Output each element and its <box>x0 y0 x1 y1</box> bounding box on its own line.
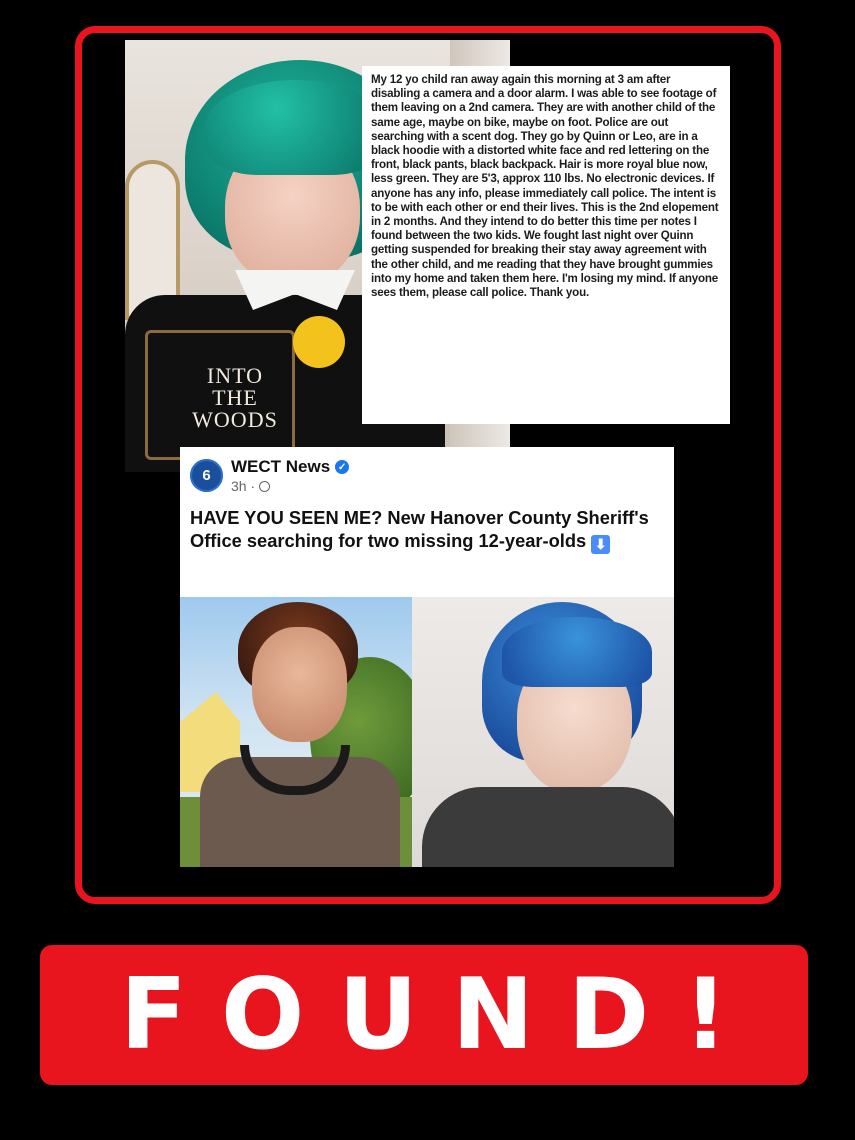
missing-child-photo-right <box>412 597 674 867</box>
post-time[interactable]: 3h · <box>231 478 256 494</box>
news-source-name[interactable]: WECT News <box>231 457 331 476</box>
missing-child-photo-left <box>180 597 412 867</box>
globe-icon <box>259 481 270 492</box>
down-arrow-emoji-icon: ⬇ <box>591 535 610 554</box>
found-banner <box>40 945 808 1085</box>
shirt-print-text: INTO THE WOODS <box>192 363 278 432</box>
wect-logo-icon[interactable]: 6 <box>190 459 223 492</box>
news-headline: HAVE YOU SEEN ME? New Hanover County Sheriff's Office searching for two missing 12-year-olds ⬇ <box>190 507 649 552</box>
verified-badge-icon: ✓ <box>335 460 349 474</box>
parent-post-card <box>362 66 730 424</box>
post-text: My 12 yo child ran away again this morning at 3 am after disabling a camera and a door alarm. I was able to see footage of them leaving on a 2nd camera. They are with another child of the same age, maybe on bike, maybe on foot. Police are out searching with a scent dog. They go by Quinn or Leo, are in a black hoodie with a distorted white face and red lettering on the front, black pants, black backpack. Hair is more royal blue now, less green. They are 5'3, approx 110 lbs. No electronic devices. If anyone has any info, please immediately call police. The intent is to be with each other or end their lives. This is the 2nd elopement in 2 months. And they intend to do better this time per notes I found between the two kids. We fought last night over Quinn getting suspended for breaking their stay away agreement with the other child, and me reading that they have brought gummies into my home and taken them here. I'm losing my mind. If anyone sees them, please call police. Thank you. <box>371 73 719 300</box>
found-text: FOUND! <box>120 958 762 1072</box>
news-post-card[interactable] <box>180 447 674 599</box>
